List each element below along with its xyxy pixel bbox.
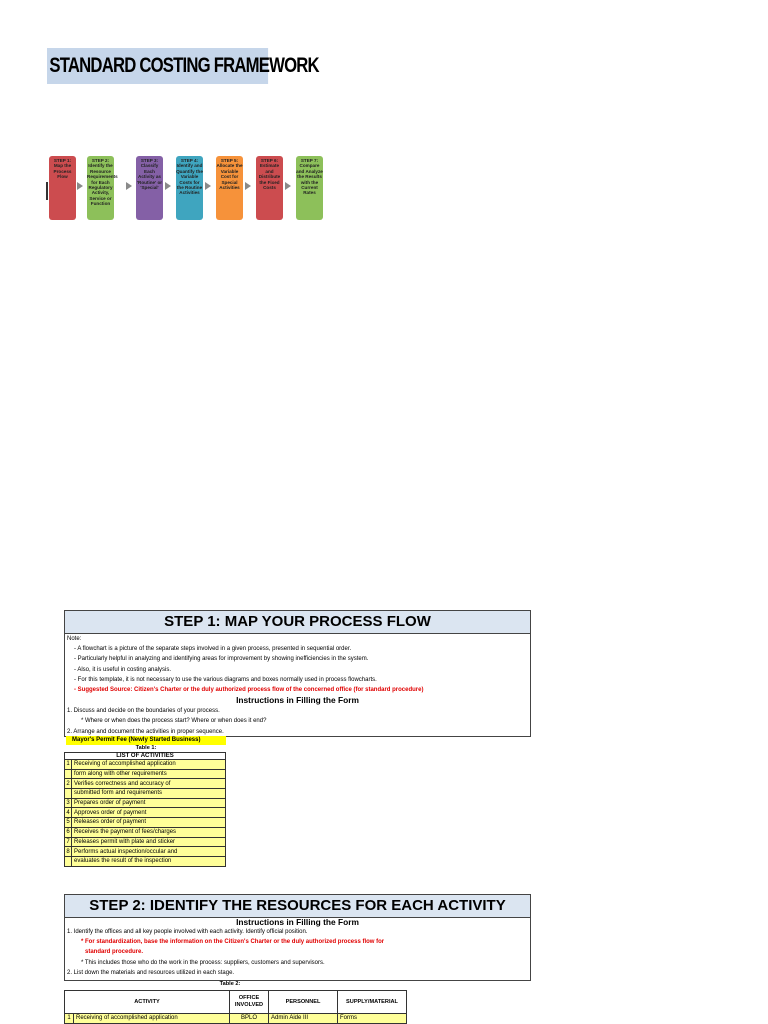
- column-header: OFFICE INVOLVED: [230, 991, 269, 1014]
- instruction-line: * Where or when does the process start? Where or when does it end?: [81, 718, 267, 725]
- table-row: 4 Approves order of payment: [65, 808, 226, 818]
- costing-steps-flowchart: [46, 155, 326, 221]
- table-row: 6 Receives the payment of fees/charges: [65, 827, 226, 837]
- table-row: 8 Performs actual inspection/occular and: [65, 847, 226, 857]
- red-instruction: * For standardization, base the information on the Citizen's Charter or the duly authorized process flow for: [81, 939, 385, 946]
- arrow-icon: [285, 182, 291, 190]
- red-instruction: standard procedure.: [85, 949, 144, 956]
- flow-step-1: STEP 1: Map the Process Flow: [49, 156, 76, 220]
- note-line: - Particularly helpful in analyzing and identifying areas for improvement by showing inefficiencies in the system.: [74, 656, 369, 663]
- flow-step-3: STEP 3: Classify Each Activity as 'Routine' or 'Special': [136, 156, 163, 220]
- flow-step-5: STEP 5: Allocate the Variable Cost for Special Activities: [216, 156, 243, 220]
- page-title: STANDARD COSTING FRAMEWORK: [47, 48, 268, 84]
- table2-caption: Table 2:: [219, 981, 241, 987]
- flow-step-2: STEP 2: Identify the Resource Requirements for Each Regulatory Activity, Service or Function: [87, 156, 114, 220]
- cursor-mark: [46, 182, 48, 200]
- column-header: PERSONNEL: [269, 991, 338, 1014]
- table-row: 3 Prepares order of payment: [65, 798, 226, 808]
- table1-caption: Table 1:: [135, 745, 157, 751]
- table-row: submitted form and requirements: [65, 789, 226, 799]
- arrow-icon: [77, 182, 83, 190]
- step2-section: [64, 894, 531, 981]
- instruction-line: * This includes those who do the work in the process: suppliers, customers and supervisors.: [81, 959, 325, 966]
- note-line: - Also, it is useful in costing analysis.: [74, 666, 172, 673]
- instruction-line: 2. Arrange and document the activities in proper sequence.: [67, 728, 224, 735]
- instructions-heading: Instructions in Filling the Form: [236, 917, 359, 927]
- table-row: 1 Receiving of accomplished application: [65, 760, 226, 770]
- table-row: 7 Releases permit with plate and sticker: [65, 837, 226, 847]
- table-header: LIST OF ACTIVITIES: [65, 753, 226, 760]
- table-row: 5 Releases order of payment: [65, 818, 226, 828]
- arrow-icon: [245, 182, 251, 190]
- instruction-line: 1. Discuss and decide on the boundaries of your process.: [67, 708, 220, 715]
- note-line: - A flowchart is a picture of the separate steps involved in a given process, presented in sequential order.: [74, 646, 352, 653]
- note-line: - For this template, it is not necessary to use the various diagrams and boxes normally used in process flowcharts.: [74, 676, 377, 683]
- arrow-icon: [205, 182, 211, 190]
- instruction-line: 1. Identify the offices and all key people involved with each activity. Identify official position.: [67, 929, 308, 935]
- permit-label: Mayor's Permit Fee (Newly Started Business): [66, 736, 226, 745]
- flow-step-7: STEP 7: Compare and Analyze the Results with the Current Rates: [296, 156, 323, 220]
- note-label: Note:: [67, 636, 82, 642]
- instructions-heading: Instructions in Filling the Form: [236, 695, 359, 706]
- column-header: ACTIVITY: [65, 991, 230, 1014]
- resources-table: [64, 990, 407, 1024]
- flow-step-4: STEP 4: Identify and Quantify the Variable Costs for the Routine Activities: [176, 156, 203, 220]
- flow-step-6: STEP 6: Estimate and Distribute the Fixed Costs: [256, 156, 283, 220]
- table-row: 2 Verifies correctness and accuracy of: [65, 779, 226, 789]
- step2-heading: STEP 2: IDENTIFY THE RESOURCES FOR EACH ACTIVITY: [65, 895, 530, 918]
- activities-table: [64, 752, 226, 867]
- step1-section: [64, 610, 531, 737]
- arrow-icon: [126, 182, 132, 190]
- instruction-line: 2. List down the materials and resources utilized in each stage.: [67, 969, 235, 976]
- table-row: evaluates the result of the inspection: [65, 856, 226, 866]
- table-row: 1 Receiving of accomplished application BPLO Admin Aide III Forms: [65, 1014, 407, 1024]
- source-note: - Suggested Source: Citizen's Charter or the duly authorized process flow of the concerned office (for standard procedure): [74, 687, 424, 694]
- column-header: SUPPLY/MATERIAL: [338, 991, 407, 1014]
- table-row: form along with other requirements: [65, 769, 226, 779]
- arrow-icon: [165, 182, 171, 190]
- step1-heading: STEP 1: MAP YOUR PROCESS FLOW: [65, 611, 530, 634]
